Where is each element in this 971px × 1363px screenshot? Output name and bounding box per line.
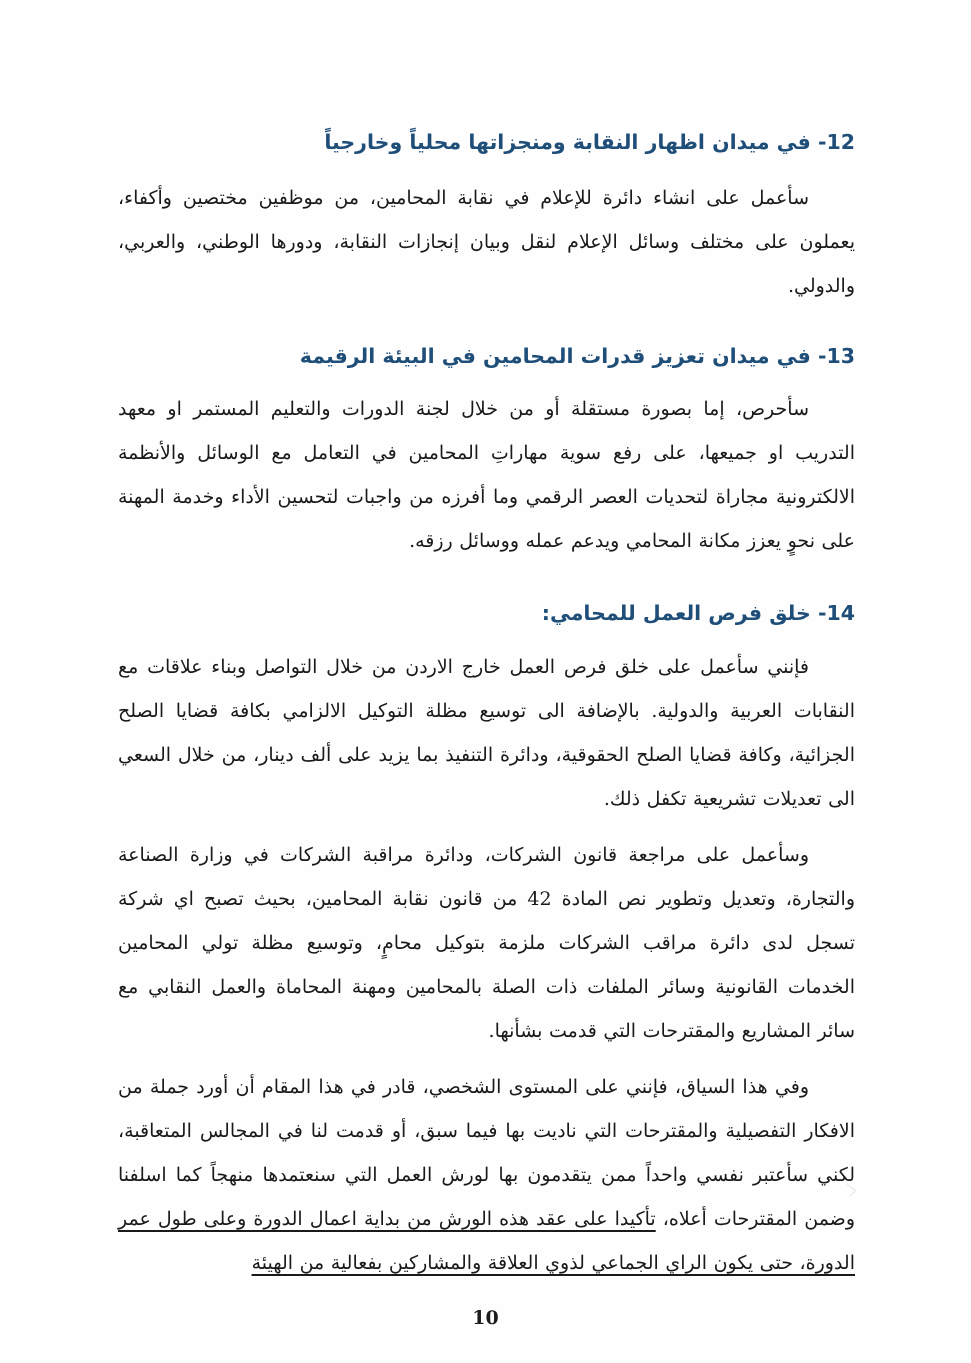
section-14-paragraph-2: وسأعمل على مراجعة قانون الشركات، ودائرة مراقبة الشركات في وزارة الصناعة والتجارة، وتعديل وتطوير نص المادة 42 من قانون نقابة المحامين، بحيث تصبح اي شركة تسجل لدى دائرة مراقب الشركات ملزمة بتوكيل محامٍ، وتوسيع مظلة تولي المحامين الخدمات القانونية وسائر الملفات ذات الصلة بالمحامين ومهنة المحاماة والعمل النقابي مع سائر المشاريع والمقترحات التي قدمت بشأنها. — [118, 844, 855, 1043]
section-13-paragraph: سأحرص، إما بصورة مستقلة أو من خلال لجنة الدورات والتعليم المستمر او معهد التدريب او جميعها، على رفع سوية مهاراتِ المحامين في التعامل مع الوسائل والأنظمة الالكترونية مجاراة لتحديات العصر الرقمي وما أفرزه من واجبات لتحسين الأداء وخدمة المهنة على نحوٍ يعزز مكانة المحامي ويدعم عمله ووسائل رزقه. — [118, 398, 855, 553]
section-heading-12: 12- في ميدان اظهار النقابة ومنجزاتها محلياً وخارجياً — [324, 130, 855, 154]
section-14-paragraph-3-underlined-text: تأكيدا على عقد هذه الورش من بداية اعمال الدورة وعلى طول عمر الدورة، حتى يكون الراي الجماعي لذوي العلاقة والمشاركين بفعالية من الهيئة — [118, 1208, 855, 1275]
section-heading-14: 14- خلق فرص العمل للمحامي: — [541, 601, 855, 626]
section-heading-13: 13- في ميدان تعزيز قدرات المحامين في البيئة الرقيمة — [299, 343, 855, 368]
section-12-paragraph: سأعمل على انشاء دائرة للإعلام في نقابة المحامين، من موظفين مختصين وأكفاء، يعملون على مختلف وسائل الإعلام لنقل وبيان إنجازات النقابة، ودورها الوطني، والعربي، والدولي. — [118, 186, 855, 297]
section-14-paragraph-3-text: وفي هذا السياق، فإنني على المستوى الشخصي، قادر في هذا المقام أن أورد جملة من الافكار التفصيلية والمقترحات التي ناديت بها فيما سبق، أو قدمت لنا في المجالس المتعاقبة، لكني سأعتبر نفسي واحداً ممن يتقدمون بها لورش العمل التي سنعتمدها منهجاً كما اسلفنا وضمن المقترحات أعلاه، — [118, 1076, 855, 1231]
page-number: 10 — [472, 1307, 499, 1329]
section-14-paragraph-3 — [118, 1065, 855, 1285]
section-14-paragraph-1: فإنني سأعمل على خلق فرص العمل خارج الاردن من خلال التواصل وبناء علاقات مع النقابات العربية والدولية. بالإضافة الى توسيع مظلة التوكيل الالزامي بكافة قضايا الصلح الجزائية، وكافة قضايا الصلح الحقوقية، ودائرة التنفيذ بما يزيد على ألف دينار، من خلال السعي الى تعديلات تشريعية تكفل ذلك. — [118, 656, 855, 811]
page-content — [118, 128, 855, 1285]
